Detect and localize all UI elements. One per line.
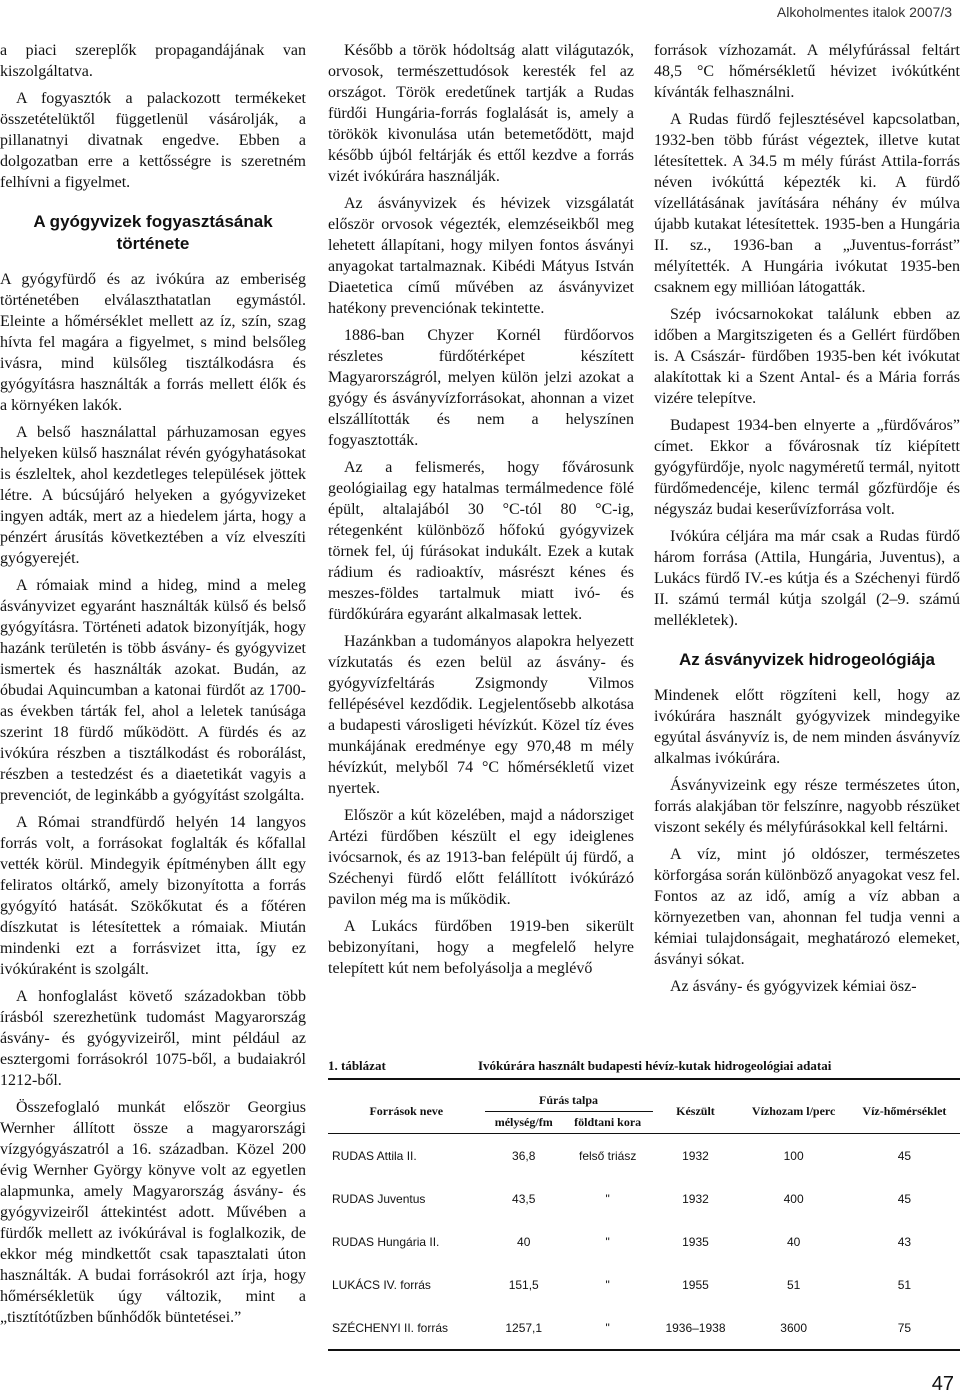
cell-yield: 100 [738,1134,848,1178]
paragraph: A rómaiak mind a hideg, mind a meleg ásványvizet egyaránt használták külső és belső gyógyításra. Történeti adatok bizonyítják, hogy hazánk területén is több ásvány- és gyógyvizet ismertek és használták azokat. Budán, az óbudai Aquincumban a katonai fürdőt az 1700-as években tárták fel, ahol a leletek tanúsága szerint 18 fürdő működött. A fürdés és az ivókúra részben a tisztálkodást és roborálást, részben a testedzést és a diaetetikát vagyis a prevenciót, de leginkább a gyógyítást szolgálta. [0,577,306,804]
cell-yield: 51 [786,1277,801,1292]
paragraph: A honfoglalást követő századokban több írásból szerezhetünk tudomást Magyarország ásvány- és gyógyvizeiről, mint például az esztergomi forrásokról 1075-ből, a budaiakról 1212-ből. [0,988,306,1089]
paragraph: Az a felismerés, hogy fővárosunk geológiailag egy hatalmas termálmedence fölé épült, altalajából 30 °C-tól 80 °C-ig, rétegenként különböző hőfokú gyógyvizek törnek fel, új fúrásokat indukált. Ezek a kutak rádium és radioaktív, másrészt kénes és meszes-földes tartalmuk miatt ivó- és fürdőkúrára egyaránt alkalmasak lettek. [328,459,634,623]
table-caption [328,1058,960,1080]
cell-temperature: 43 [897,1234,912,1249]
data-table [328,1090,960,1351]
column-2 [328,40,634,985]
paragraph: 1886-ban Chyzer Kornél fürdőorvos részletes fürdőtérképet készített Magyarországról, melyen külön jelzi azokat a gyógy és ásványvízforrásokat, ahonnan a vizet elszállították és nem a helyszínen fogyasztották. [328,327,634,449]
paragraph: A Római strandfürdő helyén 14 langyos forrás volt, a forrásokat foglalták és kőfallal vették körül. Mindegyik építményben állt egy feliratos oltárkő, amely bizonyította a forrás gyógyító hatását. Szökőkutat és a főtéren díszkutat is létesítettek a rómaiak. Miután mindenki ezt a forrásvizet itta, így ez ivókúraként is szolgált. [0,814,306,978]
paragraph: Összefoglaló munkát először Georgius Wernher állított össze a magyarországi vízgyógyászatról a 16. században. Közel 200 évig Wernher György könyve volt az egyetlen alapmunka, amely Magyarország ásvány- és gyógyvizeiről áttekintést adott. Művében a fürdők mellett az ivókúrával is foglalkozik, de ekkor még mindkettőt csak tapasztalati úton használták. A budai forrásokról azt írja, hogy hőmérsékletük úgy változik, mint a „tisztítótűzben bűnhődők büntetései.” [0,1099,306,1326]
cell-built: 1936–1938 [653,1306,739,1350]
running-head: Alkoholmentes italok 2007/3 [776,4,952,20]
paragraph: Szép ivócsarnokokat találunk ebben az időben a Margitszigeten és a Gellért fürdőben is. A Császár- fürdőben 1935-ben két ivókutat alakítottak ki a Szent Antal- és a Mária forrás vizére telepítve. [654,306,960,407]
cell-name: LUKÁCS IV. forrás [332,1277,431,1292]
cell-age: " [605,1191,610,1206]
paragraph: a piaci szereplők propagandájának van kiszolgáltatva. [0,42,306,80]
paragraph: A fogyasztók a palackozott termékeket összetételüktől függetlenül vásárolják, a pillanatnyi divatnak engedve. Ebben a dolgozatban erre a kettősségre is szeretném felhívni a figyelmet. [0,90,306,191]
paragraph: Ivókúra céljára ma már csak a Rudas fürdő három forrása (Attila, Hungária, Juventus), a Lukács fürdő IV.-es kútja és a Széchenyi fürdő II. számú termál kútja szolgál (2–9. számú mellékletek). [654,528,960,629]
table-row [328,1220,960,1263]
cell-age: " [605,1277,610,1292]
column-3 [654,40,960,1003]
header-temperature: Víz-hőmérséklet [862,1104,947,1118]
table-title: Ivókúrára használt budapesti hévíz-kutak hidrogeológiai adatai [478,1058,832,1073]
header-age: földtani kora [563,1112,653,1134]
cell-age: " [605,1234,610,1249]
section-heading: A gyógyvizek fogyasztásának története [33,212,273,253]
cell-name: RUDAS Attila II. [328,1134,485,1178]
cell-yield: 3600 [738,1306,848,1350]
cell-yield: 400 [783,1191,804,1206]
paragraph: Hazánkban a tudományos alapokra helyezett vízkutatás és ezen belül az ásvány- és gyógyvízfeltárás Zsigmondy Vilmos fellépésével kezdődik. Legjelentősebb alkotása a budapesti városligeti hévízkút. Közel tíz éves munkájának eredménye egy 970,48 m mély hévízkút, melyből 74 °C hőmérsékletű vizet nyertek. [328,633,634,797]
cell-temperature: 51 [897,1277,912,1292]
cell-built: 1935 [682,1234,709,1249]
table-row [328,1306,960,1350]
column-1 [0,40,306,1334]
page-number: 47 [931,1373,954,1395]
cell-age: " [563,1306,653,1350]
paragraph: Ásványvizeink egy része természetes úton, forrás alakjában tör felszínre, nagyobb részüket viszont sekély és mélyfúrásokkal kell feltárni. [654,777,960,836]
cell-temperature: 45 [849,1134,960,1178]
cell-temperature: 75 [849,1306,960,1350]
cell-name: SZÉCHENYI II. forrás [328,1306,485,1350]
paragraph: A víz, mint jó oldószer, természetes körforgása során különböző anyagokat vesz fel. Fontos az az idő, amíg a víz abban a környezetben van, ahonnan fel tudja venni a kémiai tulajdonságait, meghatározó elemeket, ásványi sókat. [654,846,960,968]
paragraph: A gyógyfürdő és az ivókúra az emberiség történetében elválaszthatatlan egymástól. Eleinte a hőmérséklet mellett az íz, szín, szag hívta fel magára a figyelmet, s mind belsőleg ivásra, mind külsőleg tisztálkodásra és gyógyításra használták a forrás mellett élők és a környéken lakók. [0,271,306,414]
paragraph: Budapest 1934-ben elnyerte a „fürdőváros” címet. Ekkor a fővárosnak tíz kiépített gyógyfürdője, nyolc nagyméretű termál, nyitott fürdőmedencéje, kilenc termál gőzfürdője és négyszáz budai keserűvízforrása volt. [654,417,960,518]
cell-yield: 40 [786,1234,801,1249]
paragraph: Az ásvány- és gyógyvizek kémiai ösz- [670,978,917,995]
cell-depth: 43,5 [512,1191,536,1206]
header-built: Készült [676,1104,715,1118]
paragraph: Mindenek előtt rögzíteni kell, hogy az ivókúrára használt gyógyvizek mindegyike egyútal ásványvíz is, de nem minden ásványvíz alkalmas ivókúrára. [654,687,960,767]
cell-built: 1932 [653,1134,739,1178]
cell-depth: 1257,1 [485,1306,563,1350]
table-row [328,1177,960,1220]
hydrogeology-table [328,1058,960,1351]
paragraph: források vízhozamát. A mélyfúrással feltárt 48,5 °C hőmérsékletű hévizet ivókútként kívánták felhasználni. [654,42,960,101]
cell-depth: 151,5 [508,1277,539,1292]
header-yield: Vízhozam l/perc [751,1104,836,1118]
cell-built: 1932 [682,1191,709,1206]
cell-depth: 36,8 [485,1134,563,1178]
cell-depth: 40 [517,1234,531,1249]
table-number: 1. táblázat [328,1058,386,1073]
table-row [328,1134,960,1178]
paragraph: A Rudas fürdő fejlesztésével kapcsolatban, 1932-ben több fúrást végeztek, illetve kutat létesítettek. A 34.5 m mély fúrást Attila-forrás néven ivókúttá képezték ki. A fürdő vízellátásának javítására néhány év múlva újabb kutakat létesítettek. 1935-ben a Hungária II. sz., 1936-ban a „Juventus-forrást” mélyítették. A Hungária ivókutat 1935-ben csaknem egy millióan látogatták. [654,111,960,296]
table-row [328,1263,960,1306]
cell-built: 1955 [682,1277,709,1292]
header-depth: mélység/fm [485,1112,563,1134]
paragraph: Először a kút közelében, majd a nádorsziget Artézi fürdőben készült el egy ideiglenes ivócsarnok, és az 1913-ban felépült új fürdő, a Széchenyi fürdő előtt felállított ivókúrázó pavilon még ma is működik. [328,807,634,908]
cell-name: RUDAS Hungária II. [332,1234,440,1249]
paragraph: Az ásványvizek és hévizek vizsgálatát először orvosok végezték, elemzéseikből meg lehetett állapítani, hogy milyen fontos ásványi anyagokat tartalmaznak. Kibédi Mátyus István Diaetetica című művében az ásványvizet hatékony prevenciónak tekintette. [328,195,634,317]
paragraph: A Lukács fürdőben 1919-ben sikerült bebizonyítani, hogy a megfelelő helyre telepített kút nem befolyásolja a meglévő [328,918,634,977]
cell-name: RUDAS Juventus [332,1191,426,1206]
header-source: Források neve [369,1104,444,1118]
header-drilling: Fúrás talpa [539,1093,599,1107]
cell-age: felső triász [563,1134,653,1178]
paragraph: Később a török hódoltság alatt világutazók, orvosok, természettudósok keresték fel az országot. Török eredetűnek tartják a Rudas fürdői Hungária-forrás foglalását is, amely a törökök kivonulása után betemetődött, majd később újból feltárják és ettől kezdve a forrás vizét ivókúrára használják. [328,42,634,185]
section-heading: Az ásványvizek hidrogeológiája [678,650,936,669]
paragraph: A belső használattal párhuzamosan egyes helyeken külső használat révén gyógyhatásokat is észleltek, ahol kezdetleges települések jöttek létre. A búcsújáró helyeken a gyógyvizeket ingyen adták, mert az a hiedelem járta, hogy a pénzért árusítás következtében a víz elveszíti gyógyerejét. [0,424,306,567]
cell-temperature: 45 [897,1191,912,1206]
